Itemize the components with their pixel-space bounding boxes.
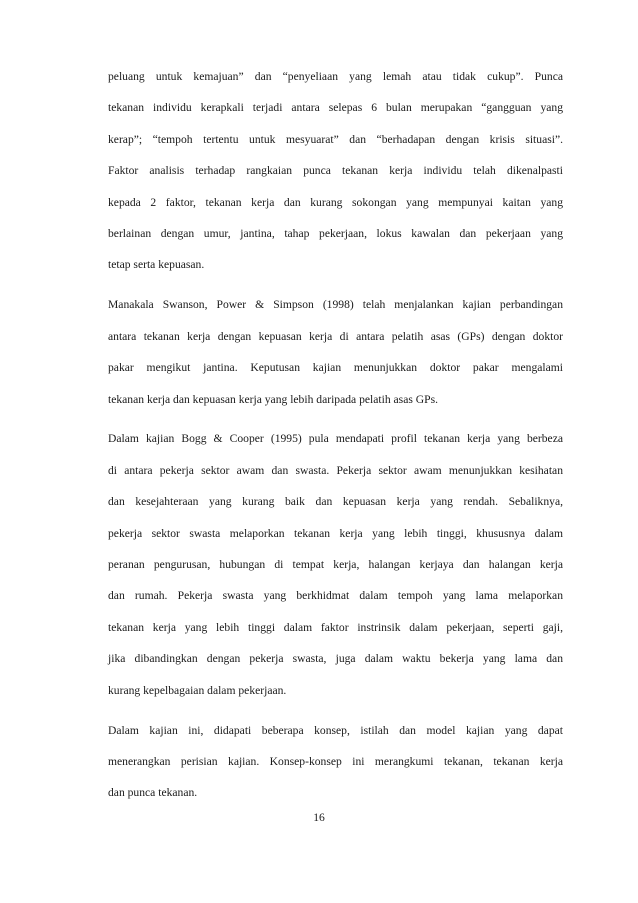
text-line: kurang kepelbagaian dalam pekerjaan.: [108, 683, 287, 697]
text-line: menerangkan perisian kajian. Konsep-konsep ini merangkumi tekanan, tekanan kerja: [108, 754, 563, 768]
text-line: Dalam kajian ini, didapati beberapa konsep, istilah dan model kajian yang dapat: [108, 723, 563, 737]
text-line: pekerja sektor swasta melaporkan tekanan kerja yang lebih tinggi, khususnya dalam: [108, 526, 563, 540]
text-line: tetap serta kepuasan.: [108, 258, 205, 272]
text-line: antara tekanan kerja dengan kepuasan kerja di antara pelatih asas (GPs) dengan doktor: [108, 329, 563, 343]
text-line: dan rumah. Pekerja swasta yang berkhidmat dalam tempoh yang lama melaporkan: [108, 589, 563, 603]
text-line: peluang untuk kemajuan” dan “penyeliaan yang lemah atau tidak cukup”. Punca: [108, 70, 563, 83]
text-line: pakar mengikut jantina. Keputusan kajian menunjukkan doktor pakar mengalami: [108, 361, 563, 375]
text-line: tekanan kerja yang lebih tinggi dalam faktor instrinsik dalam pekerjaan, seperti gaji,: [108, 620, 563, 634]
text-line: jika dibandingkan dengan pekerja swasta, juga dalam waktu bekerja yang lama dan: [108, 652, 563, 666]
text-line: dan kesejahteraan yang kurang baik dan kepuasan kerja yang rendah. Sebaliknya,: [108, 495, 563, 509]
page-number: 16: [313, 811, 325, 824]
text-line: tekanan kerja dan kepuasan kerja yang lebih daripada pelatih asas GPs.: [108, 392, 438, 406]
text-line: kerap”; “tempoh tertentu untuk mesyuarat” dan “berhadapan dengan krisis situasi”.: [108, 132, 563, 146]
text-line: kepada 2 faktor, tekanan kerja dan kurang sokongan yang mempunyai kaitan yang: [108, 195, 563, 209]
text-line: tekanan individu kerapkali terjadi antara selepas 6 bulan merupakan “gangguan yang: [108, 101, 563, 115]
text-line: di antara pekerja sektor awam dan swasta. Pekerja sektor awam menunjukkan kesihatan: [108, 463, 563, 477]
text-line: Dalam kajian Bogg & Cooper (1995) pula mendapati profil tekanan kerja yang berbeza: [108, 432, 563, 446]
text-line: peranan pengurusan, hubungan di tempat kerja, halangan kerjaya dan halangan kerja: [108, 558, 563, 571]
text-line: Manakala Swanson, Power & Simpson (1998) telah menjalankan kajian perbandingan: [108, 298, 563, 312]
text-line: dan punca tekanan.: [108, 786, 198, 800]
text-line: Faktor analisis terhadap rangkaian punca tekanan kerja individu telah dikenalpasti: [108, 164, 563, 178]
text-line: berlainan dengan umur, jantina, tahap pekerjaan, lokus kawalan dan pekerjaan yang: [108, 227, 563, 240]
